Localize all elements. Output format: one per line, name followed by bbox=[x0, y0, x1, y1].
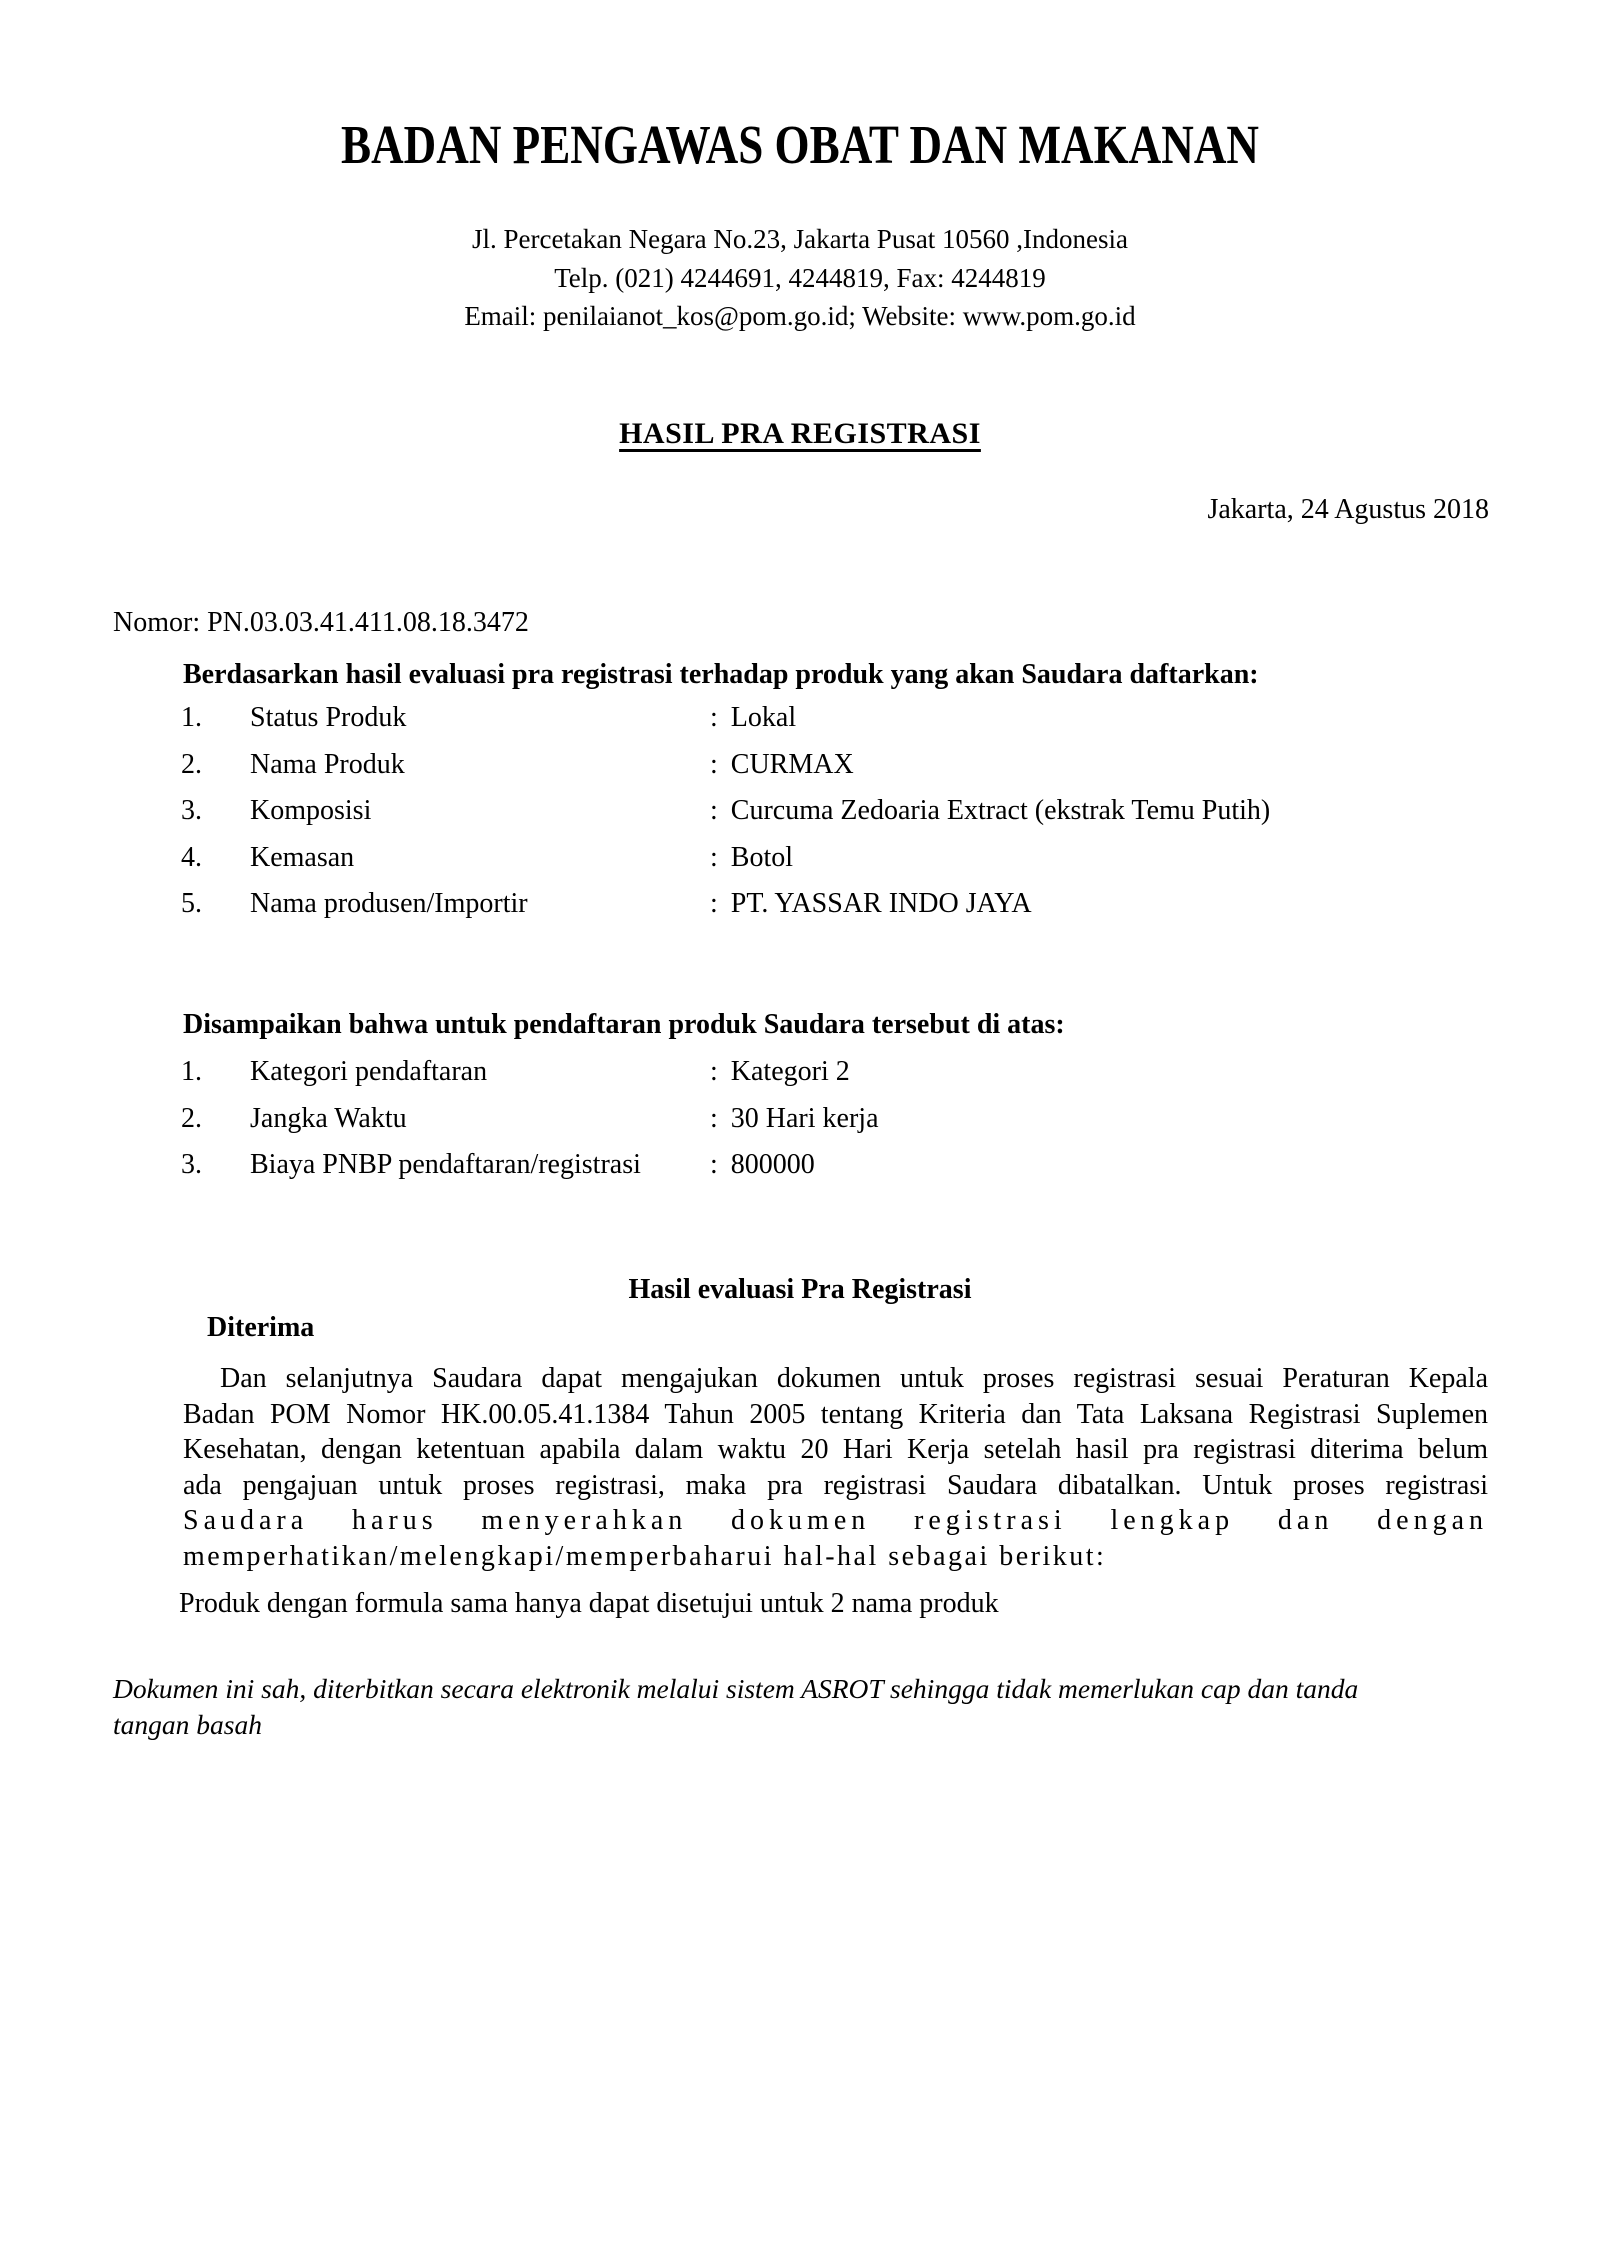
item-value bbox=[710, 888, 1032, 920]
org-name-heading: BADAN PENGAWAS OBAT DAN MAKANAN bbox=[341, 114, 1259, 175]
disclaimer-line: Dokumen ini sah, diterbitkan secara elektronik melalui sistem ASROT sehingga tidak memerlukan cap dan tanda bbox=[113, 1673, 1359, 1704]
item-value-text: 800000 bbox=[730, 1149, 815, 1180]
colon-separator: : bbox=[710, 795, 718, 826]
list-item bbox=[181, 1103, 1501, 1150]
dateline: Jakarta, 24 Agustus 2018 bbox=[1207, 494, 1489, 525]
list-item bbox=[181, 702, 1501, 749]
item-label: Nama produsen/Importir bbox=[250, 888, 528, 919]
item-value-text: Botol bbox=[730, 841, 794, 873]
registration-detail-list bbox=[181, 1056, 1501, 1196]
paragraph-line: Saudara harus menyerahkan dokumen registrasi lengkap dan dengan bbox=[183, 1505, 1488, 1536]
item-value bbox=[710, 1103, 879, 1135]
evaluation-heading: Hasil evaluasi Pra Registrasi bbox=[628, 1274, 972, 1305]
list-item bbox=[181, 1056, 1501, 1103]
evaluation-paragraph bbox=[183, 1361, 1488, 1574]
item-label: Status Produk bbox=[250, 702, 407, 733]
paragraph-line: Badan POM Nomor HK.00.05.41.1384 Tahun 2005 tentang Kriteria dan Tata Laksana Registrasi Suplemen bbox=[183, 1398, 1488, 1430]
item-number: 2. bbox=[181, 748, 202, 780]
item-number: 1. bbox=[181, 1056, 202, 1087]
formula-note: Produk dengan formula sama hanya dapat disetujui untuk 2 nama produk bbox=[179, 1588, 999, 1619]
item-number: 5. bbox=[181, 888, 202, 919]
colon-separator: : bbox=[710, 748, 718, 780]
electronic-document-disclaimer bbox=[113, 1671, 1493, 1742]
paragraph-line: memperhatikan/melengkapi/memperbaharui hal-hal sebagai berikut: bbox=[183, 1540, 1107, 1572]
paragraph-line: ada pengajuan untuk proses registrasi, maka pra registrasi Saudara dibatalkan. Untuk proses registrasi bbox=[183, 1469, 1488, 1501]
section2-heading: Disampaikan bahwa untuk pendaftaran produk Saudara tersebut di atas: bbox=[183, 1009, 1065, 1040]
item-label: Nama Produk bbox=[250, 748, 405, 780]
address-line-email-website: Email: penilaianot_kos@pom.go.id; Website: www.pom.go.id bbox=[464, 301, 1136, 331]
paragraph-line: Dan selanjutnya Saudara dapat mengajukan dokumen untuk proses registrasi sesuai Peraturan Kepala bbox=[220, 1363, 1488, 1394]
item-value bbox=[710, 749, 854, 781]
item-value-text: 30 Hari kerja bbox=[730, 1102, 879, 1134]
item-number: 3. bbox=[181, 795, 202, 826]
item-value bbox=[710, 795, 1270, 827]
item-label: Jangka Waktu bbox=[250, 1102, 407, 1134]
list-item bbox=[181, 842, 1501, 889]
item-value bbox=[710, 1056, 850, 1088]
item-label: Kemasan bbox=[250, 841, 355, 873]
item-number: 4. bbox=[181, 841, 202, 873]
item-value bbox=[710, 1149, 815, 1181]
address-line-phone: Telp. (021) 4244691, 4244819, Fax: 4244819 bbox=[554, 262, 1046, 293]
colon-separator: : bbox=[710, 1149, 718, 1180]
item-label: Kategori pendaftaran bbox=[250, 1056, 488, 1087]
colon-separator: : bbox=[710, 1056, 718, 1087]
list-item bbox=[181, 795, 1501, 842]
list-item bbox=[181, 749, 1501, 796]
colon-separator: : bbox=[710, 841, 718, 873]
item-value-text: Lokal bbox=[730, 702, 797, 733]
item-value bbox=[710, 702, 796, 734]
item-number: 3. bbox=[181, 1149, 202, 1180]
colon-separator: : bbox=[710, 1102, 718, 1134]
document-title: HASIL PRA REGISTRASI bbox=[619, 417, 981, 450]
product-detail-list bbox=[181, 702, 1501, 935]
document-number: Nomor: PN.03.03.41.411.08.18.3472 bbox=[113, 607, 529, 638]
evaluation-status: Diterima bbox=[207, 1312, 315, 1343]
item-label: Komposisi bbox=[250, 795, 372, 826]
item-value bbox=[710, 842, 793, 874]
org-address-block bbox=[0, 220, 1600, 336]
item-label: Biaya PNBP pendaftaran/registrasi bbox=[250, 1149, 641, 1180]
item-value-text: PT. YASSAR INDO JAYA bbox=[730, 888, 1032, 919]
document-title-row bbox=[0, 414, 1600, 455]
item-value-text: CURMAX bbox=[730, 748, 854, 780]
item-number: 1. bbox=[181, 702, 202, 733]
section1-heading: Berdasarkan hasil evaluasi pra registrasi terhadap produk yang akan Saudara daftarkan: bbox=[183, 659, 1259, 690]
list-item bbox=[181, 1149, 1501, 1196]
item-number: 2. bbox=[181, 1102, 202, 1134]
colon-separator: : bbox=[710, 702, 718, 733]
paragraph-line: Kesehatan, dengan ketentuan apabila dalam waktu 20 Hari Kerja setelah hasil pra registrasi diterima belum bbox=[183, 1434, 1488, 1465]
list-item bbox=[181, 888, 1501, 935]
item-value-text: Curcuma Zedoaria Extract (ekstrak Temu Putih) bbox=[730, 795, 1271, 826]
colon-separator: : bbox=[710, 888, 718, 919]
item-value-text: Kategori 2 bbox=[730, 1056, 850, 1087]
disclaimer-line: tangan basah bbox=[113, 1708, 262, 1740]
address-line-street: Jl. Percetakan Negara No.23, Jakarta Pusat 10560 ,Indonesia bbox=[471, 224, 1129, 254]
